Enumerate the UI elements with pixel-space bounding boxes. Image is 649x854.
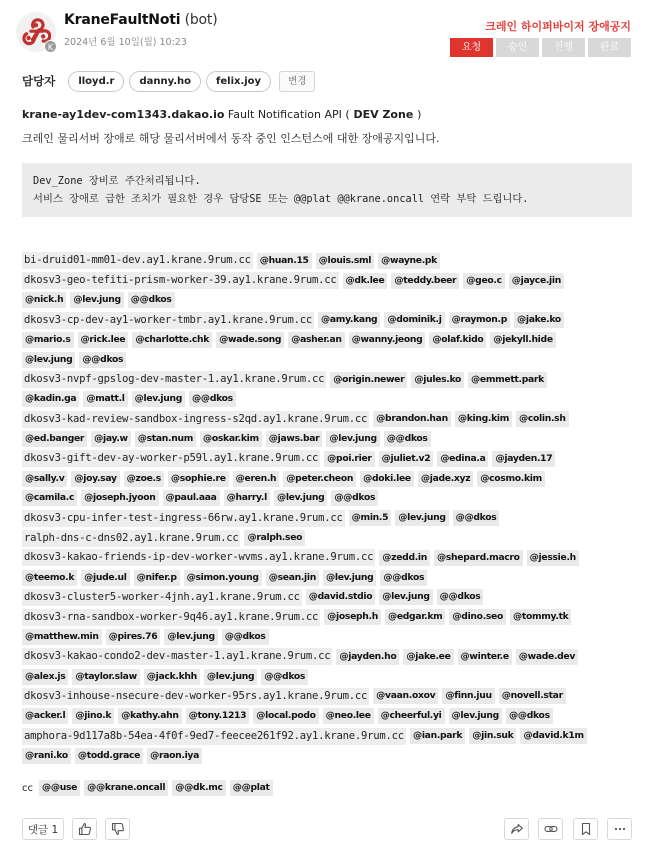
host-mention-list <box>22 251 634 766</box>
mention-tag[interactable]: @mario.s <box>22 332 74 348</box>
mention-row <box>22 330 634 350</box>
message-description: 크레인 물리서버 장애로 해당 물리서버에서 동작 중인 인스턴스에 대한 장애공지입니다. <box>22 132 440 145</box>
status-stepper <box>450 38 631 57</box>
cc-row <box>22 778 277 798</box>
mention-tag[interactable]: @@dkos <box>453 510 500 526</box>
mention-row <box>22 548 634 568</box>
mention-tag[interactable]: @simon.young <box>184 570 262 586</box>
mention-tag[interactable]: @lev.jung <box>132 391 185 407</box>
mention-tag[interactable]: @jin.suk <box>469 728 516 744</box>
mention-tag[interactable]: @teemo.k <box>22 570 77 586</box>
mention-tag[interactable]: @@dkos <box>261 669 308 685</box>
mention-tag[interactable]: @kadin.ga <box>22 391 79 407</box>
message-host: krane-ay1dev-com1343.dakao.io <box>22 108 225 121</box>
mention-tag[interactable]: @brandon.han <box>373 411 451 427</box>
host-code: ralph-dns-c-dns02.ay1.krane.9rum.cc <box>22 530 240 547</box>
mention-tag[interactable]: @jake.ee <box>403 649 453 665</box>
mention-tag[interactable]: @cosmo.kim <box>477 471 545 487</box>
post-header <box>0 0 649 66</box>
mention-tag[interactable]: @@dkos <box>437 589 484 605</box>
mention-tag[interactable]: @rani.ko <box>22 748 71 764</box>
mention-tag[interactable]: @lev.jung <box>22 352 75 368</box>
mention-tag[interactable]: @cheerful.yi <box>378 708 445 724</box>
mention-tag[interactable]: @lev.jung <box>326 431 379 447</box>
assignee-label: 담당자 <box>22 74 56 88</box>
mention-row <box>22 251 634 271</box>
mention-tag[interactable]: @joy.say <box>71 471 119 487</box>
mention-tag[interactable]: @sally.v <box>22 471 67 487</box>
host-code: dkosv3-cp-dev-ay1-worker-tmbr.ay1.krane.9rum.cc <box>22 312 314 329</box>
mention-tag[interactable]: @david.stdio <box>306 589 375 605</box>
notice-title: 크레인 하이퍼바이저 장애공지 <box>485 20 631 33</box>
mention-tag[interactable]: @wade.dev <box>516 649 578 665</box>
mention-tag[interactable]: @@dkos <box>380 570 427 586</box>
comment-button[interactable]: 댓글 1 <box>22 818 64 840</box>
mention-tag[interactable]: @zedd.in <box>379 550 430 566</box>
mention-tag[interactable]: @david.k1m <box>520 728 586 744</box>
mention-tag[interactable]: @zoe.s <box>124 471 164 487</box>
mention-tag[interactable]: @wayne.pk <box>378 253 440 269</box>
mention-row <box>22 568 634 588</box>
mention-tag[interactable]: @jayden.ho <box>336 649 399 665</box>
code-block <box>22 163 632 217</box>
mention-tag[interactable]: @joseph.h <box>324 609 381 625</box>
mention-row <box>22 528 634 548</box>
status-step-approve[interactable]: 승인 <box>496 38 539 57</box>
mention-tag[interactable]: @jayce.jin <box>509 273 564 289</box>
mention-tag[interactable]: @tommy.tk <box>510 609 571 625</box>
mention-tag[interactable]: @sean.jin <box>266 570 319 586</box>
mention-tag[interactable]: @camila.c <box>22 490 77 506</box>
mention-tag[interactable]: @jessie.h <box>527 550 579 566</box>
mention-tag[interactable]: @raon.iya <box>147 748 202 764</box>
copy-link-button[interactable] <box>538 818 563 840</box>
mention-tag[interactable]: @jekyll.hide <box>490 332 555 348</box>
mention-tag[interactable]: @acker.l <box>22 708 68 724</box>
bot-name[interactable] <box>64 12 217 28</box>
mention-tag[interactable]: @olaf.kido <box>429 332 486 348</box>
mention-tag[interactable]: @lev.jung <box>449 708 502 724</box>
mention-tag[interactable]: @joseph.jyoon <box>81 490 158 506</box>
change-assignee-button[interactable]: 변경 <box>279 71 315 92</box>
host-code: dkosv3-cpu-infer-test-ingress-66rw.ay1.krane.9rum.cc <box>22 510 345 527</box>
mention-row <box>22 588 634 608</box>
mention-tag[interactable]: @matthew.min <box>22 629 102 645</box>
mention-tag[interactable]: @nick.h <box>22 292 66 308</box>
status-step-done[interactable]: 완료 <box>588 38 631 57</box>
post-timestamp: 2024년 6월 10일(월) 10:23 <box>64 37 187 48</box>
mention-tag[interactable]: @@plat <box>230 780 273 796</box>
like-button[interactable] <box>72 818 97 840</box>
assignee-bar <box>22 70 315 92</box>
link-icon <box>544 822 558 836</box>
mention-tag[interactable]: @louis.sml <box>316 253 375 269</box>
mention-tag[interactable]: @finn.juu <box>442 688 494 704</box>
mention-tag[interactable]: @tony.1213 <box>186 708 250 724</box>
code-line: 서비스 장애로 급한 조치가 필요한 경우 담당SE 또는 @@plat @@krane.oncall 연락 부탁 드립니다. <box>33 193 529 205</box>
mention-tag[interactable]: @@dkos <box>222 629 269 645</box>
mention-tag[interactable]: @charlotte.chk <box>132 332 212 348</box>
mention-tag[interactable]: @rick.lee <box>78 332 129 348</box>
mention-tag[interactable]: @lev.jung <box>70 292 123 308</box>
more-icon <box>613 822 627 836</box>
mention-tag[interactable]: @wanny.jeong <box>349 332 426 348</box>
mention-tag[interactable]: @poi.rier <box>324 451 374 467</box>
host-code: amphora-9d117a8b-54ea-4f0f-9ed7-feecee261f92.ay1.krane.9rum.cc <box>22 728 406 745</box>
post-footer <box>0 818 649 840</box>
host-code: dkosv3-gift-dev-ay-worker-p59l.ay1.krane.9rum.cc <box>22 450 320 467</box>
mention-tag[interactable]: @matt.l <box>83 391 127 407</box>
mention-tag[interactable]: @paul.aaa <box>163 490 220 506</box>
mention-row <box>22 429 634 449</box>
mention-tag[interactable]: @doki.lee <box>360 471 414 487</box>
mention-row <box>22 370 634 390</box>
host-code: dkosv3-kad-review-sandbox-ingress-s2qd.ay1.krane.9rum.cc <box>22 411 369 428</box>
mention-tag[interactable]: @huan.15 <box>257 253 312 269</box>
host-code: dkosv3-inhouse-nsecure-dev-worker-95rs.ay1.krane.9rum.cc <box>22 688 369 705</box>
mention-row <box>22 271 634 291</box>
thumbs-down-icon <box>111 822 125 836</box>
mention-row <box>22 449 634 469</box>
mention-tag[interactable]: @dominik.j <box>384 312 444 328</box>
code-line: Dev_Zone 장비로 주간처리됩니다. <box>33 175 201 187</box>
host-code: dkosv3-rna-sandbox-worker-9q46.ay1.krane.9rum.cc <box>22 609 320 626</box>
mention-row <box>22 607 634 627</box>
share-button[interactable] <box>504 818 529 840</box>
mention-tag[interactable]: @@dkos <box>506 708 553 724</box>
mention-tag[interactable]: @jude.ul <box>81 570 129 586</box>
host-code: dkosv3-kakao-friends-ip-dev-worker-wvms.ay1.krane.9rum.cc <box>22 549 375 566</box>
mention-tag[interactable]: @wade.song <box>216 332 284 348</box>
mention-tag[interactable]: @raymon.p <box>449 312 510 328</box>
host-code: bi-druid01-mm01-dev.ay1.krane.9rum.cc <box>22 252 253 269</box>
status-step-progress[interactable]: 진행 <box>542 38 585 57</box>
bot-tag: (bot) <box>180 12 218 28</box>
mention-tag[interactable]: @@dkos <box>128 292 175 308</box>
cc-label: cc <box>22 782 33 794</box>
mention-tag[interactable]: @min.5 <box>349 510 392 526</box>
mention-row <box>22 350 634 370</box>
mention-tag[interactable]: @@dkos <box>331 490 378 506</box>
assignee-chip[interactable]: danny.ho <box>129 71 201 92</box>
mention-tag[interactable]: @sophie.re <box>168 471 229 487</box>
mention-tag[interactable]: @shepard.macro <box>434 550 523 566</box>
mention-tag[interactable]: @harry.l <box>224 490 270 506</box>
mention-row <box>22 489 634 509</box>
assignee-chip[interactable]: lloyd.r <box>68 71 124 92</box>
avatar-badge: K <box>44 40 57 53</box>
mention-row <box>22 746 634 766</box>
mention-tag[interactable]: @dino.seo <box>449 609 506 625</box>
status-step-request[interactable]: 요청 <box>450 38 493 57</box>
mention-tag[interactable]: @jake.ko <box>514 312 564 328</box>
mention-tag[interactable]: @peter.cheon <box>283 471 356 487</box>
mention-row <box>22 706 634 726</box>
mention-tag[interactable]: @lev.jung <box>204 669 257 685</box>
mention-tag[interactable]: @lev.jung <box>395 510 448 526</box>
mention-tag[interactable]: @geo.c <box>463 273 504 289</box>
mention-tag[interactable]: @king.kim <box>455 411 512 427</box>
mention-tag[interactable]: @vaan.oxov <box>373 688 438 704</box>
mention-row <box>22 310 634 330</box>
assignee-chip[interactable]: felix.joy <box>206 71 271 92</box>
mention-tag[interactable]: @dk.lee <box>343 273 388 289</box>
host-code: dkosv3-nvpf-gpslog-dev-master-1.ay1.krane.9rum.cc <box>22 371 326 388</box>
mention-tag[interactable]: @neo.lee <box>323 708 374 724</box>
mention-tag[interactable]: @stan.num <box>135 431 196 447</box>
message-headline <box>22 108 421 121</box>
mention-tag[interactable]: @pires.76 <box>106 629 161 645</box>
mention-tag[interactable]: @jino.k <box>72 708 114 724</box>
mention-tag[interactable]: @lev.jung <box>379 589 432 605</box>
mention-row <box>22 726 634 746</box>
mention-tag[interactable]: @novell.star <box>499 688 566 704</box>
mention-tag[interactable]: @winter.e <box>458 649 512 665</box>
mention-tag[interactable]: @@use <box>39 780 80 796</box>
mention-row <box>22 667 634 687</box>
mention-tag[interactable]: @ralph.seo <box>244 530 305 546</box>
host-code: dkosv3-geo-tefiti-prism-worker-39.ay1.krane.9rum.cc <box>22 272 339 289</box>
mention-tag[interactable]: @emmett.park <box>468 372 547 388</box>
mention-tag[interactable]: @local.podo <box>253 708 318 724</box>
bookmark-button[interactable] <box>573 818 598 840</box>
mention-tag[interactable]: @todd.grace <box>75 748 143 764</box>
dislike-button[interactable] <box>105 818 130 840</box>
mention-row <box>22 390 634 410</box>
mention-tag[interactable]: @ed.banger <box>22 431 87 447</box>
mention-tag[interactable]: @origin.newer <box>330 372 407 388</box>
share-icon <box>510 822 524 836</box>
mention-tag[interactable]: @eren.h <box>233 471 280 487</box>
mention-tag[interactable]: @@dk.mc <box>172 780 225 796</box>
mention-tag[interactable]: @asher.an <box>288 332 344 348</box>
mention-row <box>22 508 634 528</box>
mention-tag[interactable]: @oskar.kim <box>200 431 262 447</box>
mention-tag[interactable]: @taylor.slaw <box>72 669 139 685</box>
mention-tag[interactable]: @juliet.v2 <box>379 451 434 467</box>
mention-tag[interactable]: @amy.kang <box>318 312 380 328</box>
mention-tag[interactable]: @edina.a <box>437 451 488 467</box>
mention-tag[interactable]: @jayden.17 <box>492 451 555 467</box>
mention-tag[interactable]: @jaws.bar <box>266 431 323 447</box>
bookmark-icon <box>579 822 593 836</box>
mention-tag[interactable]: @@dkos <box>384 431 431 447</box>
mention-tag[interactable]: @edgar.km <box>385 609 445 625</box>
host-code: dkosv3-cluster5-worker-4jnh.ay1.krane.9rum.cc <box>22 589 302 606</box>
mention-tag[interactable]: @lev.jung <box>274 490 327 506</box>
mention-tag[interactable]: @lev.jung <box>164 629 217 645</box>
host-code: dkosv3-kakao-condo2-dev-master-1.ay1.krane.9rum.cc <box>22 648 332 665</box>
message-close-paren: ) <box>417 108 422 121</box>
mention-tag[interactable]: @jules.ko <box>411 372 464 388</box>
mention-tag[interactable]: @@dkos <box>189 391 236 407</box>
mention-tag[interactable]: @jack.khh <box>144 669 200 685</box>
mention-tag[interactable]: @alex.js <box>22 669 68 685</box>
mention-tag[interactable]: @kathy.ahn <box>118 708 181 724</box>
mention-row <box>22 627 634 647</box>
mention-tag[interactable]: @jay.w <box>91 431 131 447</box>
message-zone: DEV Zone <box>349 108 418 121</box>
mention-tag[interactable]: @nifer.p <box>134 570 180 586</box>
mention-tag[interactable]: @teddy.beer <box>391 273 459 289</box>
mention-row <box>22 409 634 429</box>
mention-row <box>22 469 634 489</box>
mention-tag[interactable]: @colin.sh <box>516 411 569 427</box>
mention-row <box>22 687 634 707</box>
mention-tag[interactable]: @ian.park <box>410 728 465 744</box>
mention-tag[interactable]: @@krane.oncall <box>84 780 168 796</box>
bot-name-text: KraneFaultNoti <box>64 12 181 28</box>
message-api: Fault Notification API ( <box>224 108 350 121</box>
mention-row <box>22 647 634 667</box>
mention-tag[interactable]: @lev.jung <box>323 570 376 586</box>
mention-row <box>22 291 634 311</box>
mention-tag[interactable]: @@dkos <box>79 352 126 368</box>
thumbs-up-icon <box>78 822 92 836</box>
mention-tag[interactable]: @jade.xyz <box>418 471 473 487</box>
more-button[interactable] <box>607 818 632 840</box>
